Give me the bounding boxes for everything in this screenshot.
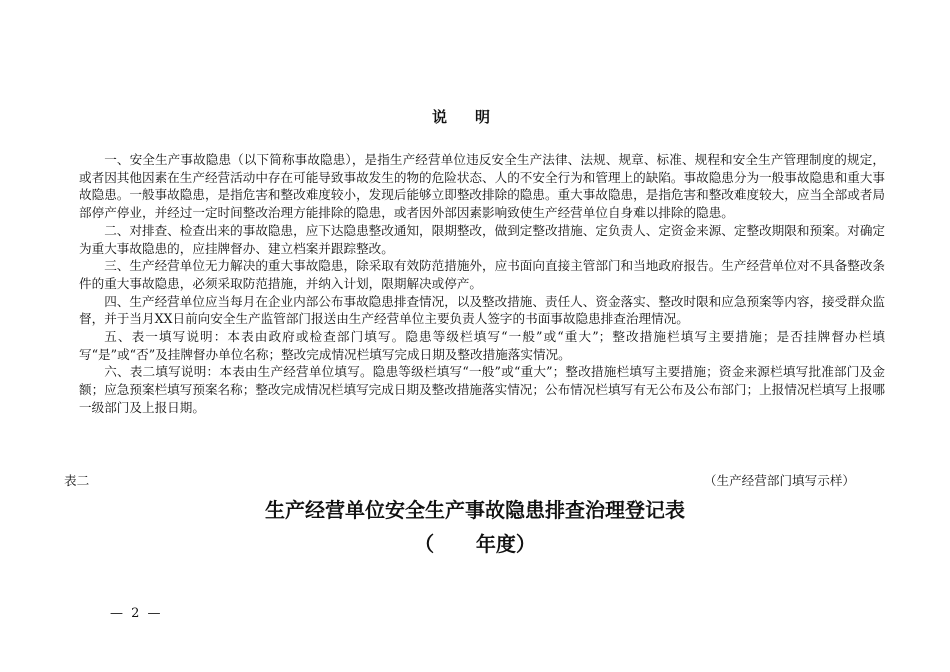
form-title: 生产经营单位安全生产事故隐患排查治理登记表: [265, 498, 685, 522]
paragraph-3: 三、生产经营单位无力解决的重大事故隐患，除采取有效防范措施外，应书面向直接主管部门和当地政府报告。生产经营单位对不具备整改条件的重大事故隐患，必须采取防范措施，并纳入计划，限期解决或停产。: [79, 258, 885, 291]
table-label: 表二: [64, 473, 90, 488]
paragraph-4: 四、生产经营单位应当每月在企业内部公布事故隐患排查情况，以及整改措施、责任人、资金落实、整改时限和应急预案等内容，接受群众监督，并于当月XX日前向安全生产监管部门报送由生产经营单位主要负责人签字的书面事故隐患排查治理情况。: [79, 293, 885, 327]
page-number: — 2 —: [110, 606, 163, 621]
document-heading: 说明: [431, 108, 518, 126]
year-line: （ 年度）: [414, 532, 536, 556]
paragraph-2: 二、对排查、检查出来的事故隐患，应下达隐患整改通知，限期整改，做到定整改措施、定负责人、定资金来源、定整改期限和预案。对确定为重大事故隐患的，应挂牌督办、建立档案并跟踪整改。: [79, 222, 885, 256]
paragraph-5: 五、表一填写说明：本表由政府或检查部门填写。隐患等级栏填写“一般”或“重大”；整改措施栏填写主要措施；是否挂牌督办栏填写“是”或“否”及挂牌督办单位名称；整改完成情况栏填写完成日期及整改措施落实情况。: [79, 329, 885, 362]
paragraph-1: 一、安全生产事故隐患（以下简称事故隐患），是指生产经营单位违反安全生产法律、法规、规章、标准、规程和安全生产管理制度的规定，或者因其他因素在生产经营活动中存在可能导致事故发生的物的危险状态、人的不安全行为和管理上的缺陷。事故隐患分为一般事故隐患和重大事故隐患。一般事故隐患，是指危害和整改难度较小，发现后能够立即整改排除的隐患。重大事故隐患，是指危害和整改难度较大，应当全部或者局部停产停业，并经过一定时间整改治理方能排除的隐患，或者因外部因素影响致使生产经营单位自身难以排除的隐患。: [79, 152, 885, 221]
paragraph-6: 六、表二填写说明：本表由生产经营单位填写。隐患等级栏填写“一般”或“重大”；整改措施栏填写主要措施；资金来源栏填写批准部门及金额；应急预案栏填写预案名称；整改完成情况栏填写完成日期及整改措施落实情况；公布情况栏填写有无公布及公布部门；上报情况栏填写上报哪一级部门及上报日期。: [79, 364, 885, 415]
sample-note: （生产经营部门填写示样）: [703, 473, 855, 488]
explanation-body: [79, 151, 885, 417]
